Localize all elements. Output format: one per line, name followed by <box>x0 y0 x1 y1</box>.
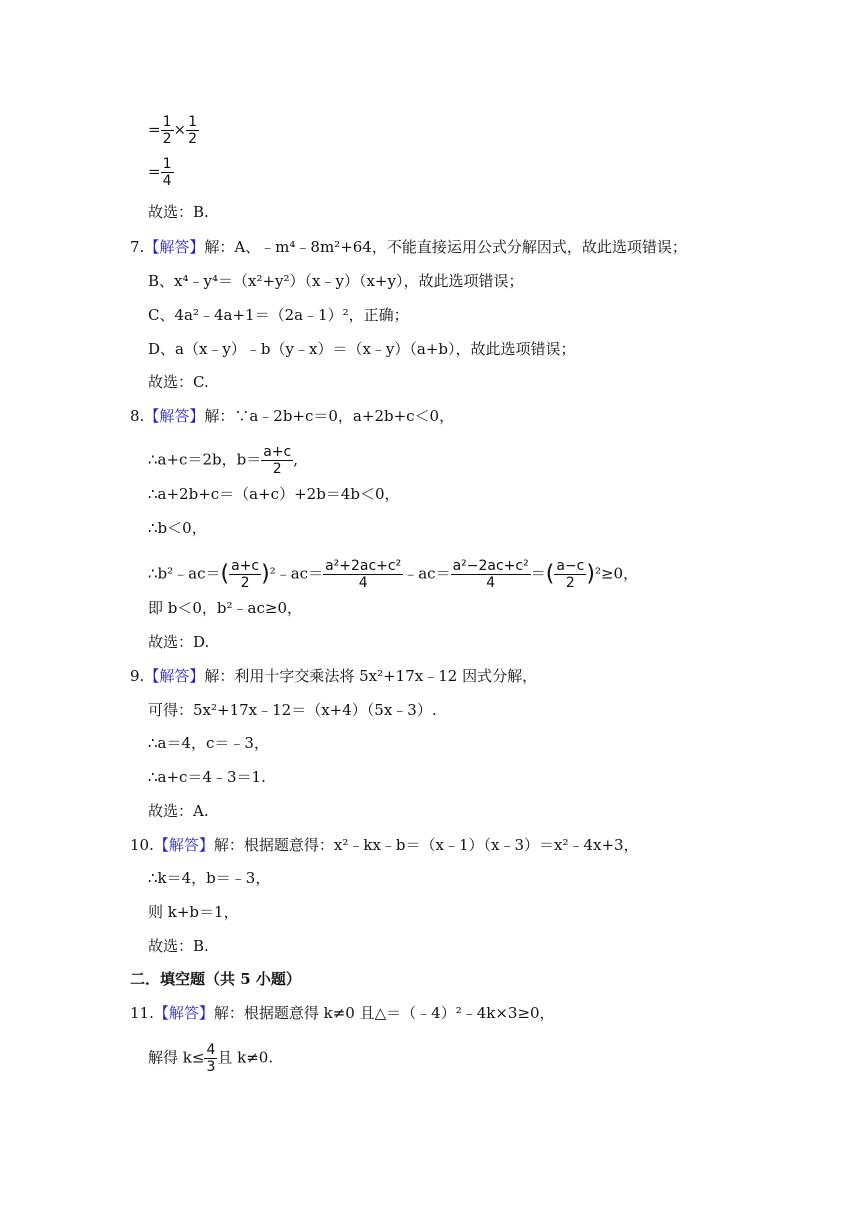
q7-answer: 故选：C. <box>148 373 209 391</box>
question-number: 11. <box>130 1004 154 1022</box>
q8-answer: 故选：D. <box>148 633 210 651</box>
fraction <box>186 114 199 147</box>
denominator: 2 <box>240 575 250 591</box>
text: ∴b²﹣ac＝ <box>148 564 221 583</box>
equals-sign: = <box>148 162 161 181</box>
paren: ) <box>261 561 270 587</box>
q9-answer: 故选：A. <box>148 802 209 820</box>
question-number: 9. <box>130 667 145 685</box>
fraction <box>323 558 403 591</box>
q11-line-1 <box>148 1042 273 1075</box>
paren: ( <box>220 561 230 587</box>
numerator: a+c <box>263 444 292 460</box>
text: ＝ <box>530 564 546 583</box>
denominator: 2 <box>188 131 197 147</box>
q10-answer: 故选：B. <box>148 937 209 955</box>
numerator: 1 <box>162 156 172 172</box>
solution-lead: 解：根据题意得：x²﹣kx﹣b＝（x﹣1）（x﹣3）＝x²﹣4x+3， <box>213 836 639 854</box>
fraction <box>229 558 261 591</box>
q8-line-2: ∴a+2b+c＝（a+c）+2b＝4b＜0， <box>148 485 400 503</box>
section-heading: 二．填空题（共 5 小题） <box>130 970 301 988</box>
q9-line-2: ∴a＝4，c＝﹣3， <box>148 734 269 752</box>
text: ²≥0， <box>594 564 639 583</box>
answer-tag: 【解答】 <box>144 238 205 256</box>
solution-lead: 解：利用十字交乘法将 5x²+17x﹣12 因式分解， <box>204 667 538 685</box>
q9-line-3: ∴a+c＝4﹣3＝1. <box>148 768 266 786</box>
answer-tag: 【解答】 <box>153 1004 214 1022</box>
denominator: 4 <box>486 575 496 591</box>
fraction <box>261 444 293 477</box>
text: ﹣ac＝ <box>403 564 451 583</box>
q7-option-b: B、x⁴﹣y⁴＝（x²+y²）（x﹣y）（x+y），故此选项错误； <box>148 272 524 290</box>
fraction <box>204 1042 217 1075</box>
question-number: 8. <box>130 407 145 425</box>
q9-line-1: 可得：5x²+17x﹣12＝（x+4）（5x﹣3）. <box>148 701 437 719</box>
q8-line-4 <box>148 558 638 591</box>
denominator: 4 <box>162 173 172 189</box>
fraction <box>161 156 174 189</box>
answer-tag: 【解答】 <box>153 836 214 854</box>
text: 且 k≠0. <box>217 1048 274 1067</box>
numerator: 1 <box>162 114 172 130</box>
q8-line-1 <box>148 444 298 477</box>
text: ²﹣ac＝ <box>269 564 324 583</box>
fraction <box>554 558 586 591</box>
text: 解得 k≤ <box>148 1048 205 1067</box>
paren: ( <box>545 561 555 587</box>
q7-option-c: C、4a²﹣4a+1＝（2a﹣1）²，正确； <box>148 306 409 324</box>
question-number: 10. <box>130 836 154 854</box>
text: ∴a+c＝2b，b＝ <box>148 450 262 469</box>
solution-lead: 解：∵a﹣2b+c＝0，a+2b+c＜0， <box>204 407 455 425</box>
q8-line-5: 即 b＜0，b²﹣ac≥0， <box>148 599 302 617</box>
numerator: 4 <box>206 1042 216 1058</box>
q7-option-d: D、a（x﹣y）﹣b（y﹣x）＝（x﹣y）（a+b），故此选项错误； <box>148 340 576 358</box>
equals-sign: = <box>148 120 161 139</box>
question-10-header <box>130 835 639 855</box>
q10-line-1: ∴k＝4，b＝﹣3， <box>148 869 271 887</box>
option-a-text: A、﹣m⁴﹣8m²+64，不能直接运用公式分解因式，故此选项错误； <box>234 238 687 256</box>
question-11-header <box>130 1003 555 1023</box>
solution-lead: 解： <box>204 238 235 256</box>
numerator: a+c <box>231 558 260 574</box>
text: , <box>293 450 299 469</box>
question-8-header <box>130 406 454 426</box>
answer-tag: 【解答】 <box>144 407 205 425</box>
numerator: a²+2ac+c² <box>325 558 402 574</box>
paren: ) <box>586 561 595 587</box>
fraction <box>161 114 174 147</box>
question-9-header <box>130 666 537 686</box>
times-sign: × <box>173 120 187 139</box>
calc-line-1 <box>148 114 199 147</box>
fraction <box>451 558 531 591</box>
denominator: 2 <box>272 461 282 477</box>
numerator: a²−2ac+c² <box>452 558 529 574</box>
solution-lead: 解：根据题意得 k≠0 且△＝（﹣4）²﹣4k×3≥0， <box>213 1004 555 1022</box>
numerator: 1 <box>188 114 197 130</box>
q10-line-2: 则 k+b＝1， <box>148 903 239 921</box>
question-7-header <box>130 237 687 257</box>
answer-tag: 【解答】 <box>144 667 205 685</box>
q8-line-3: ∴b＜0， <box>148 519 207 537</box>
question-number: 7. <box>130 238 145 256</box>
numerator: a−c <box>556 558 585 574</box>
denominator: 3 <box>206 1059 216 1075</box>
denominator: 2 <box>565 575 575 591</box>
denominator: 2 <box>162 131 172 147</box>
calc-line-2 <box>148 156 174 189</box>
answer-line: 故选：B. <box>148 203 209 221</box>
denominator: 4 <box>358 575 368 591</box>
